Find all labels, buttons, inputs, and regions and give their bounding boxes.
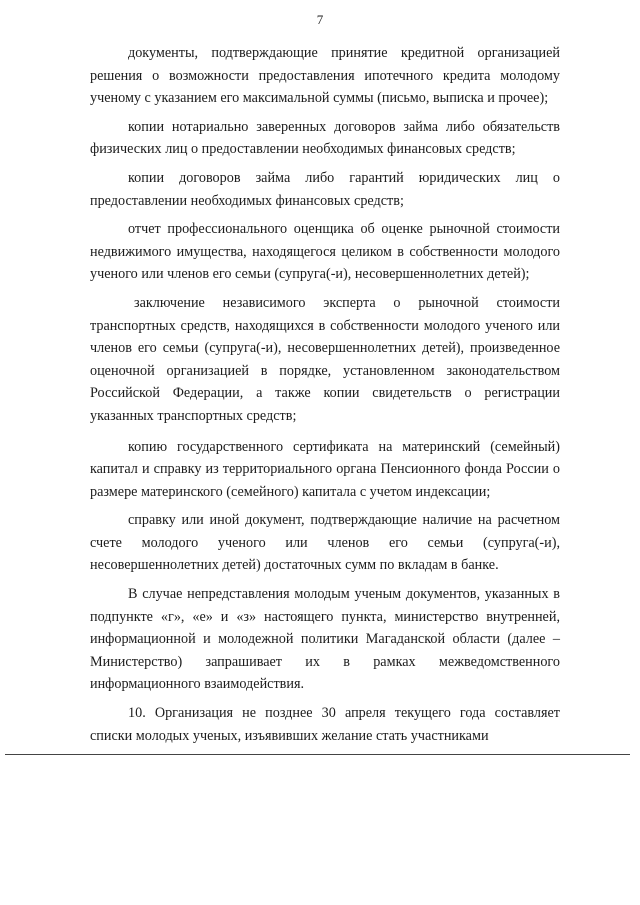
paragraph-credit-decision: документы, подтверждающие принятие кредитной организацией решения о возможности предоставления ипотечного кредита молодому ученому с указанием его максимальной суммы (письмо, выписка и прочее);	[90, 45, 560, 107]
page-bottom-rule	[5, 754, 630, 755]
page-number: 7	[316, 12, 324, 27]
paragraph-maternity-capital: копию государственного сертификата на материнский (семейный) капитал и справку из территориального органа Пенсионного фонда России о размере материнского (семейного) капитала с учетом индексации;	[90, 438, 560, 500]
document-body	[90, 42, 560, 747]
paragraph-bank-statement: справку или иной документ, подтверждающие наличие на расчетном счете молодого ученого или членов его семьи (супруга(-и), несовершеннолетних детей) достаточных сумм по вкладам в банке.	[90, 512, 560, 574]
paragraph-vehicle-appraisal: заключение независимого эксперта о рыночной стоимости транспортных средств, находящихся в собственности молодого ученого или членов его семьи (супруга(-и), несовершеннолетних детей), произведенное оценочной организацией в порядке, установленном законодательством Российской Федерации, а также копии свидетельств о регистрации указанных транспортных средств;	[90, 294, 560, 424]
paragraph-interagency-request: В случае непредставления молодым ученым документов, указанных в подпункте «г», «е» и «з» настоящего пункта, министерство внутренней, информационной и молодежной политики Магаданской области (далее – Министерство) запрашивает их в рамках межведомственного информационного взаимодействия.	[90, 586, 560, 693]
paragraph-notarial-loans: копии нотариально заверенных договоров займа либо обязательств физических лиц о предоставлении необходимых финансовых средств;	[90, 118, 560, 158]
paragraph-property-appraisal: отчет профессионального оценщика об оценке рыночной стоимости недвижимого имущества, находящегося целиком в собственности молодого ученого или членов его семьи (супруга(-и), несовершеннолетних детей);	[90, 221, 560, 283]
paragraph-legal-entity-loans: копии договоров займа либо гарантий юридических лиц о предоставлении необходимых финансовых средств;	[90, 169, 560, 209]
paragraph-item-10: 10. Организация не позднее 30 апреля текущего года составляет списки молодых ученых, изъявивших желание стать участниками	[90, 705, 560, 744]
